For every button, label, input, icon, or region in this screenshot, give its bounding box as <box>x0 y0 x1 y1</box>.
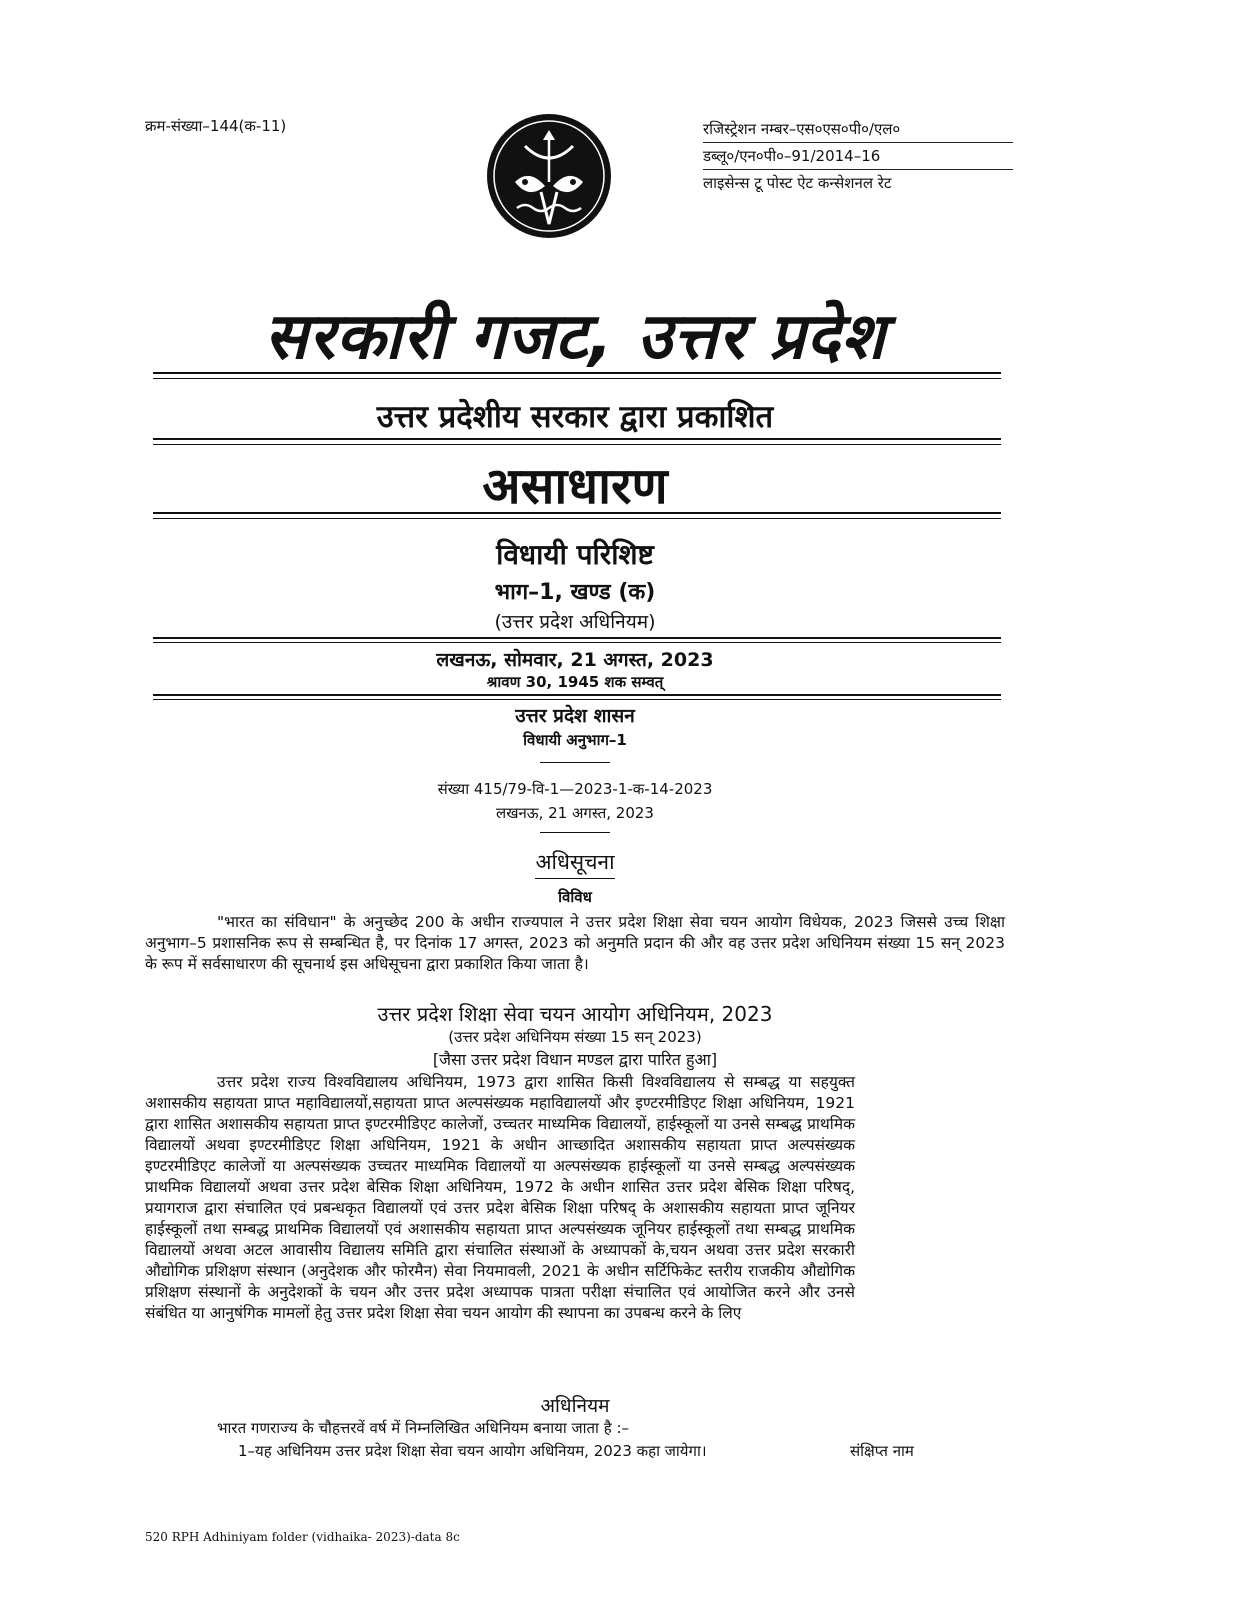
publisher-line: उत्तर प्रदेशीय सरकार द्वारा प्रकाशित <box>376 399 774 435</box>
rule-section <box>153 637 1001 639</box>
registration-line-1: रजिस्ट्रेशन नम्बर–एस०एस०पी०/एल० <box>703 116 1013 143</box>
rule-date <box>153 694 1001 696</box>
act-preamble: उत्तर प्रदेश राज्य विश्वविद्यालय अधिनियम, 1973 द्वारा शासित किसी विश्वविद्यालय से सम्बद्ध या सहयुक्त अशासकीय सहायता प्राप्त महाविद्यालयों,सहायता प्राप्त अल्पसंख्यक महाविद्यालयों और इण्टरमीडिएट शिक्षा अधिनियम, 1921 द्वारा शासित अशासकीय सहायता प्राप्त इण्टरमीडिएट कालेजों, उच्चतर माध्यमिक विद्यालयों, हाईस्कूलों या उनसे सम्बद्ध प्राथमिक विद्यालयों अथवा इण्टरमीडिएट शिक्षा अधिनियम, 1921 के अधीन आच्छादित अशासकीय सहायता प्राप्त अल्पसंख्यक इण्टरमीडिएट कालेजों या अल्पसंख्यक उच्चतर माध्यमिक विद्यालयों या अल्पसंख्यक हाईस्कूलों या उनसे सम्बद्ध अल्पसंख्यक प्राथमिक विद्यालयों अथवा उत्तर प्रदेश बेसिक शिक्षा अधिनियम, 1972 के अधीन शासित उत्तर प्रदेश बेसिक शिक्षा परिषद्, प्रयागराज द्वारा संचालित एवं प्रबन्धकृत विद्यालयों एवं उत्तर प्रदेश बेसिक शिक्षा परिषद् के अशासकीय सहायता प्राप्त जूनियर हाईस्कूलों तथा सम्बद्ध प्राथमिक विद्यालयों एवं अशासकीय सहायता प्राप्त अल्पसंख्यक जूनियर हाईस्कूलों तथा सम्बद्ध प्राथमिक विद्यालयों अथवा अटल आवासीय विद्यालय समिति द्वारा संचालित संस्थाओं के अध्यापकों के,चयन अथवा उत्तर प्रदेश सरकारी औद्योगिक प्रशिक्षण संस्थान (अनुदेशक और फोरमैन) सेवा नियमावली, 2021 के अधीन सर्टिफिकेट स्तरीय राजकीय औद्योगिक प्रशिक्षण संस्थानों के अनुदेशकों के चयन और उत्तर प्रदेश अध्यापक पात्रता परीक्षा संचालित एवं आयोजित करने और उनसे संबंधित या आनुषंगिक मामलों हेतु उत्तर प्रदेश शिक्षा सेवा चयन आयोग की स्थापना का उपबन्ध करने के लिए <box>145 1073 855 1322</box>
government-name: उत्तर प्रदेश शासन <box>515 705 635 727</box>
divider-dash <box>540 762 610 763</box>
section-desc: (उत्तर प्रदेश अधिनियम) <box>494 611 656 633</box>
rule-section-thin <box>153 642 1001 643</box>
notice-place-date: लखनऊ, 21 अगस्त, 2023 <box>496 804 654 822</box>
rule-mid <box>153 438 1001 440</box>
up-state-emblem-icon <box>485 112 613 240</box>
notification-heading-wrap <box>150 848 1000 879</box>
license-line: लाइसेन्स टू पोस्ट ऐट कन्सेशनल रेट <box>703 174 892 192</box>
notice-number: संख्या 415/79-वि-1—2023-1-क-14-2023 <box>437 780 713 798</box>
enacting-clause: भारत गणराज्य के चौहत्तरवें वर्ष में निम्नलिखित अधिनियम बनाया जाता है :– <box>217 1419 629 1437</box>
rule-lower-thin <box>153 518 1001 519</box>
gazette-title: सरकारी गजट, उत्तर प्रदेश <box>264 300 886 374</box>
section-1-text: 1–यह अधिनियम उत्तर प्रदेश शिक्षा सेवा चयन आयोग अधिनियम, 2023 कहा जायेगा। <box>238 1442 707 1460</box>
registration-line-2: डब्लू०/एन०पी०–91/2014–16 <box>703 143 1013 170</box>
section-name: विधायी परिशिष्ट <box>496 538 654 571</box>
department-name: विधायी अनुभाग–1 <box>523 731 627 749</box>
rule-mid-thin <box>153 444 1001 445</box>
extraordinary-label: असाधारण <box>482 457 668 515</box>
publication-date: लखनऊ, सोमवार, 21 अगस्त, 2023 <box>436 649 714 671</box>
notification-subheading: विविध <box>558 888 592 906</box>
notification-body: "भारत का संविधान" के अनुच्छेद 200 के अधीन राज्यपाल ने उत्तर प्रदेश शिक्षा सेवा चयन आयोग विधेयक, 2023 जिससे उच्च शिक्षा अनुभाग–5 प्रशासनिक रूप से सम्बन्धित है, पर दिनांक 17 अगस्त, 2023 को अनुमति प्रदान की और वह उत्तर प्रदेश अधिनियम संख्या 15 सन् 2023 के रूप में सर्वसाधारण की सूचनार्थ इस अधिसूचना द्वारा प्रकाशित किया जाता है। <box>145 913 1005 973</box>
act-title: उत्तर प्रदेश शिक्षा सेवा चयन आयोग अधिनियम, 2023 <box>377 1002 773 1026</box>
rule-top-thin <box>153 378 1001 379</box>
act-number: (उत्तर प्रदेश अधिनियम संख्या 15 सन् 2023) <box>448 1028 702 1046</box>
registration-block <box>703 116 1013 196</box>
serial-number: क्रम-संख्या–144(क-11) <box>145 117 287 135</box>
section-part: भाग–1, खण्ड (क) <box>494 580 656 605</box>
footer-note: 520 RPH Adhiniyam folder (vidhaika- 2023)-data 8c <box>145 1530 460 1544</box>
notification-heading: अधिसूचना <box>535 848 614 879</box>
rule-date-thin <box>153 699 1001 700</box>
rule-top <box>153 372 1001 374</box>
rule-lower <box>153 512 1001 514</box>
act-heading: अधिनियम <box>540 1395 610 1417</box>
saka-date: श्रावण 30, 1945 शक सम्वत् <box>486 673 664 691</box>
act-passed-note: [जैसा उत्तर प्रदेश विधान मण्डल द्वारा पारित हुआ] <box>432 1050 718 1069</box>
divider-dash-2 <box>540 832 610 833</box>
section-1-margin-note: संक्षिप्त नाम <box>850 1442 914 1460</box>
